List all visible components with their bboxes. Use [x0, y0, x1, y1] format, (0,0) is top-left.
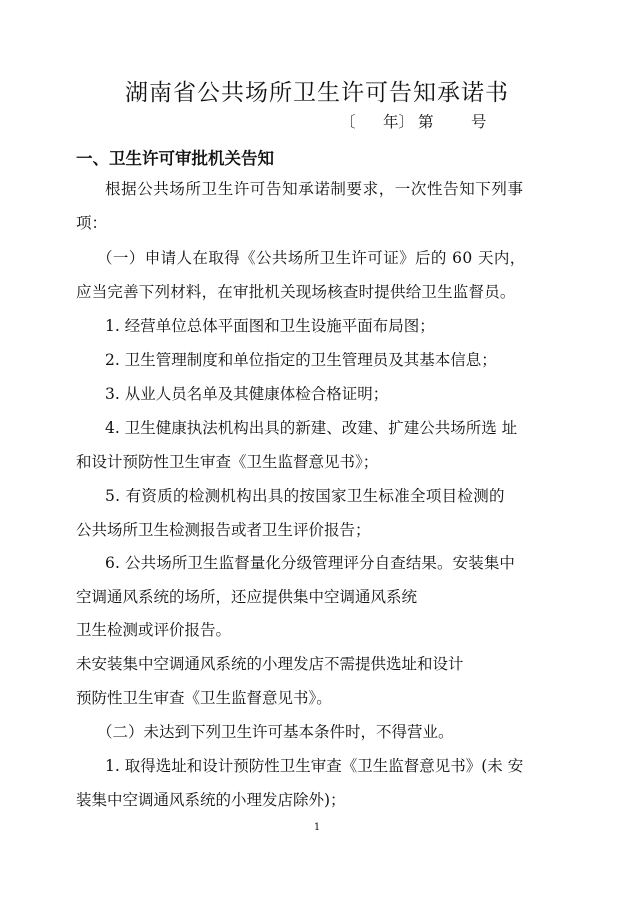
- paragraph-line: 预防性卫生审查《卫生监督意见书》。: [76, 689, 332, 707]
- paragraph-line: （一）申请人在取得《公共场所卫生许可证》后的 60 天内，: [97, 249, 526, 267]
- paragraph-line: 未安装集中空调通风系统的小理发店不需提供选址和设计: [76, 655, 464, 673]
- paragraph-line: 空调通风系统的场所，还应提供集中空调通风系统: [76, 588, 418, 606]
- paragraph-line: 卫生检测或评价报告。: [76, 621, 232, 639]
- page-number: 1: [313, 822, 321, 833]
- paragraph-line: 4. 卫生健康执法机构出具的新建、改建、扩建公共场所选 址: [105, 419, 518, 437]
- doc-number-suffix: 号: [471, 113, 487, 131]
- paragraph-line: 装集中空调通风系统的小理发店除外)；: [76, 791, 346, 809]
- document-title: 湖南省公共场所卫生许可告知承诺书: [125, 80, 509, 106]
- paragraph-line: 5. 有资质的检测机构出具的按国家卫生标准全项目检测的: [105, 487, 505, 505]
- paragraph-line: 1. 经营单位总体平面图和卫生设施平面布局图；: [105, 317, 435, 335]
- doc-number-seq: 第: [418, 113, 434, 131]
- section-heading: 一、卫生许可审批机关告知: [76, 149, 274, 168]
- paragraph-line: 3. 从业人员名单及其健康体检合格证明；: [105, 385, 389, 403]
- paragraph-line: 1. 取得选址和设计预防性卫生审查《卫生监督意见书》(未 安: [105, 757, 524, 775]
- doc-number-bracket: 〔: [340, 113, 356, 131]
- paragraph-line: 和设计预防性卫生审查《卫生监督意见书》；: [76, 453, 379, 471]
- paragraph-line: （二）未达到下列卫生许可基本条件时，不得营业。: [97, 723, 454, 741]
- paragraph-line: 公共场所卫生检测报告或者卫生评价报告；: [76, 521, 371, 539]
- doc-number-year: 年〕: [383, 113, 415, 131]
- paragraph-line: 根据公共场所卫生许可告知承诺制要求，一次性告知下列事: [105, 180, 524, 198]
- paragraph-line: 6. 公共场所卫生监督量化分级管理评分自查结果。安装集中: [105, 554, 516, 572]
- paragraph-line: 项：: [76, 214, 108, 232]
- paragraph-line: 2. 卫生管理制度和单位指定的卫生管理员及其基本信息；: [105, 351, 497, 369]
- paragraph-line: 应当完善下列材料，在审批机关现场核查时提供给卫生监督员。: [76, 283, 516, 301]
